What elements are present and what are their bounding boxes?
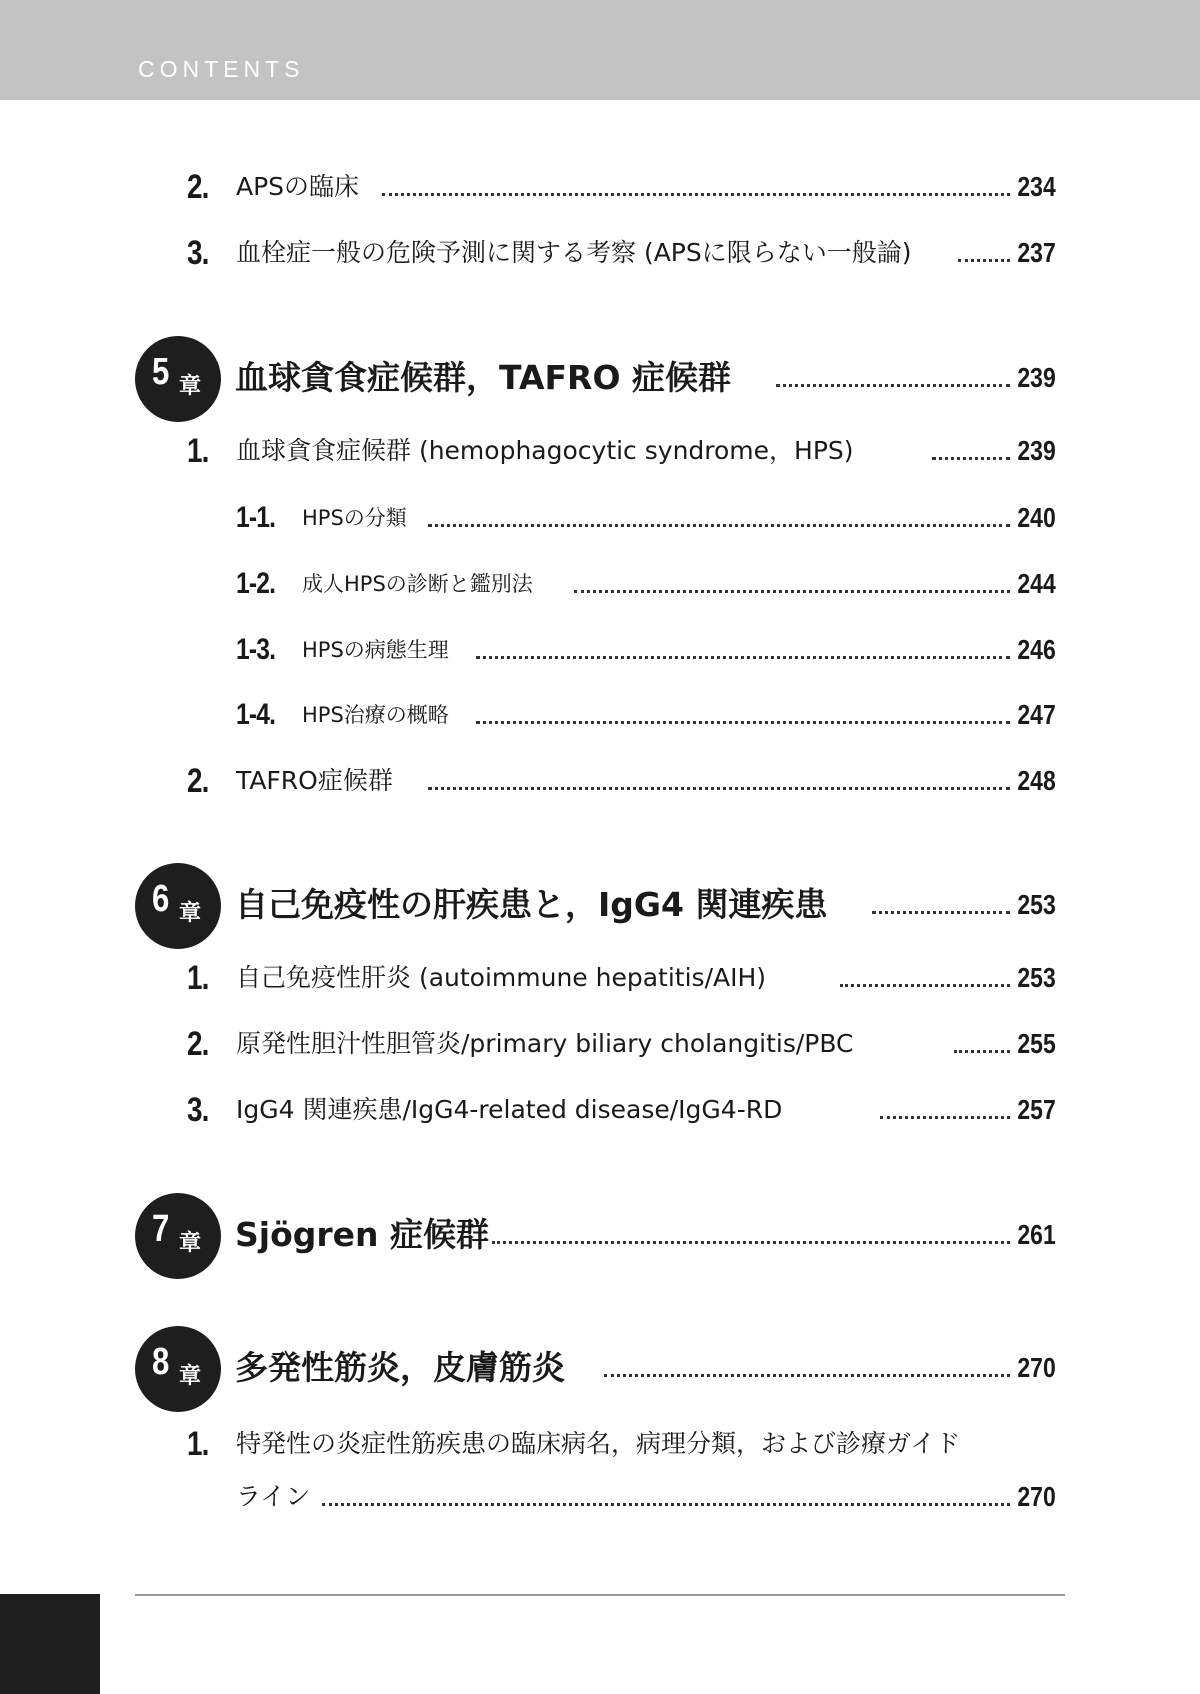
entry-page: 244: [1017, 568, 1056, 599]
toc-entry[interactable]: [0, 498, 1200, 538]
toc-entry[interactable]: [0, 958, 1200, 998]
entry-page: 239: [1017, 435, 1056, 466]
chapter-badge: [135, 1193, 221, 1279]
entry-title: 成人HPSの診断と鑑別法: [302, 572, 533, 596]
chapter-number: 6: [152, 878, 170, 920]
chapter-unit: 章: [179, 1231, 202, 1256]
dot-leader: [428, 787, 1010, 790]
entry-title: HPS治療の概略: [302, 703, 449, 727]
chapter-entry[interactable]: [0, 1341, 1200, 1389]
entry-title: 血球貪食症候群 (hemophagocytic syndrome，HPS): [236, 436, 854, 465]
entry-number: 1-1.: [236, 501, 276, 534]
entry-number: 1.: [187, 1425, 209, 1463]
entry-page: 255: [1017, 1028, 1056, 1059]
dot-leader: [872, 911, 1010, 914]
entry-title: 自己免疫性肝炎 (autoimmune hepatitis/AIH): [236, 963, 767, 992]
toc-entry[interactable]: [0, 630, 1200, 670]
dot-leader: [476, 656, 1010, 659]
toc-entry[interactable]: [0, 1424, 1200, 1464]
header-bar: [0, 0, 1200, 100]
toc-entry[interactable]: [0, 695, 1200, 735]
dot-leader: [604, 1374, 1010, 1377]
chapter-number: 7: [152, 1208, 170, 1250]
entry-title: 原発性胆汁性胆管炎/primary biliary cholangitis/PBC: [236, 1029, 854, 1058]
entry-page: 247: [1017, 699, 1056, 730]
chapter-entry[interactable]: [0, 1208, 1200, 1256]
entry-number: 1.: [187, 959, 209, 997]
entry-number: 2.: [187, 1025, 209, 1063]
entry-page: 248: [1017, 765, 1056, 796]
dot-leader: [322, 1503, 1010, 1506]
entry-title: 血栓症一般の危険予測に関する考察 (APSに限らない一般論): [236, 238, 912, 267]
chapter-title: 血球貪食症候群，TAFRO 症候群: [235, 358, 731, 397]
toc-entry-continuation[interactable]: [0, 1477, 1200, 1517]
toc-entry[interactable]: [0, 564, 1200, 604]
chapter-entry[interactable]: [0, 351, 1200, 399]
entry-title-continuation: ライン: [236, 1482, 311, 1511]
dot-leader: [958, 259, 1010, 262]
entry-number: 2.: [187, 168, 209, 206]
chapter-badge: [135, 1326, 221, 1412]
dot-leader: [880, 1116, 1010, 1119]
footer-block: [0, 1594, 100, 1694]
entry-page: 261: [1017, 1219, 1056, 1250]
chapter-number: 8: [152, 1341, 170, 1383]
entry-number: 1-4.: [236, 698, 276, 731]
entry-title: 特発性の炎症性筋疾患の臨床病名，病理分類，および診療ガイド: [236, 1429, 961, 1458]
entry-title: HPSの分類: [302, 506, 407, 530]
chapter-entry[interactable]: [0, 878, 1200, 926]
entry-page: 234: [1017, 171, 1056, 202]
header-label: CONTENTS: [138, 56, 305, 82]
toc-entry[interactable]: [0, 233, 1200, 273]
entry-number: 1-2.: [236, 567, 276, 600]
dot-leader: [776, 384, 1010, 387]
dot-leader: [476, 721, 1010, 724]
entry-page: 253: [1017, 962, 1056, 993]
entry-page: 246: [1017, 634, 1056, 665]
dot-leader: [574, 590, 1010, 593]
entry-title: TAFRO症候群: [236, 766, 393, 795]
toc-entry[interactable]: [0, 167, 1200, 207]
dot-leader: [932, 457, 1010, 460]
dot-leader: [954, 1050, 1010, 1053]
entry-number: 3.: [187, 1091, 209, 1129]
entry-page: 270: [1017, 1481, 1056, 1512]
dot-leader: [840, 984, 1010, 987]
entry-title: APSの臨床: [236, 172, 360, 201]
entry-page: 270: [1017, 1352, 1056, 1383]
entry-title: IgG4 関連疾患/IgG4-related disease/IgG4-RD: [236, 1095, 783, 1124]
chapter-title: Sjögren 症候群: [235, 1215, 490, 1254]
entry-page: 239: [1017, 362, 1056, 393]
dot-leader: [492, 1241, 1010, 1244]
entry-number: 1-3.: [236, 633, 276, 666]
entry-page: 237: [1017, 237, 1056, 268]
dot-leader: [382, 193, 1010, 196]
toc-entry[interactable]: [0, 431, 1200, 471]
toc-entry[interactable]: [0, 1024, 1200, 1064]
footer-rule: [135, 1594, 1065, 1596]
chapter-number: 5: [152, 351, 170, 393]
toc-entry[interactable]: [0, 1090, 1200, 1130]
entry-page: 257: [1017, 1094, 1056, 1125]
chapter-badge: [135, 336, 221, 422]
chapter-unit: 章: [179, 901, 202, 926]
chapter-title: 多発性筋炎，皮膚筋炎: [235, 1348, 565, 1387]
chapter-unit: 章: [179, 374, 202, 399]
toc-entry[interactable]: [0, 761, 1200, 801]
chapter-badge: [135, 863, 221, 949]
chapter-unit: 章: [179, 1364, 202, 1389]
entry-number: 2.: [187, 762, 209, 800]
entry-page: 253: [1017, 889, 1056, 920]
chapter-title: 自己免疫性の肝疾患と，IgG4 関連疾患: [235, 885, 828, 924]
entry-page: 240: [1017, 502, 1056, 533]
entry-number: 3.: [187, 234, 209, 272]
dot-leader: [428, 524, 1010, 527]
entry-number: 1.: [187, 432, 209, 470]
entry-title: HPSの病態生理: [302, 638, 449, 662]
